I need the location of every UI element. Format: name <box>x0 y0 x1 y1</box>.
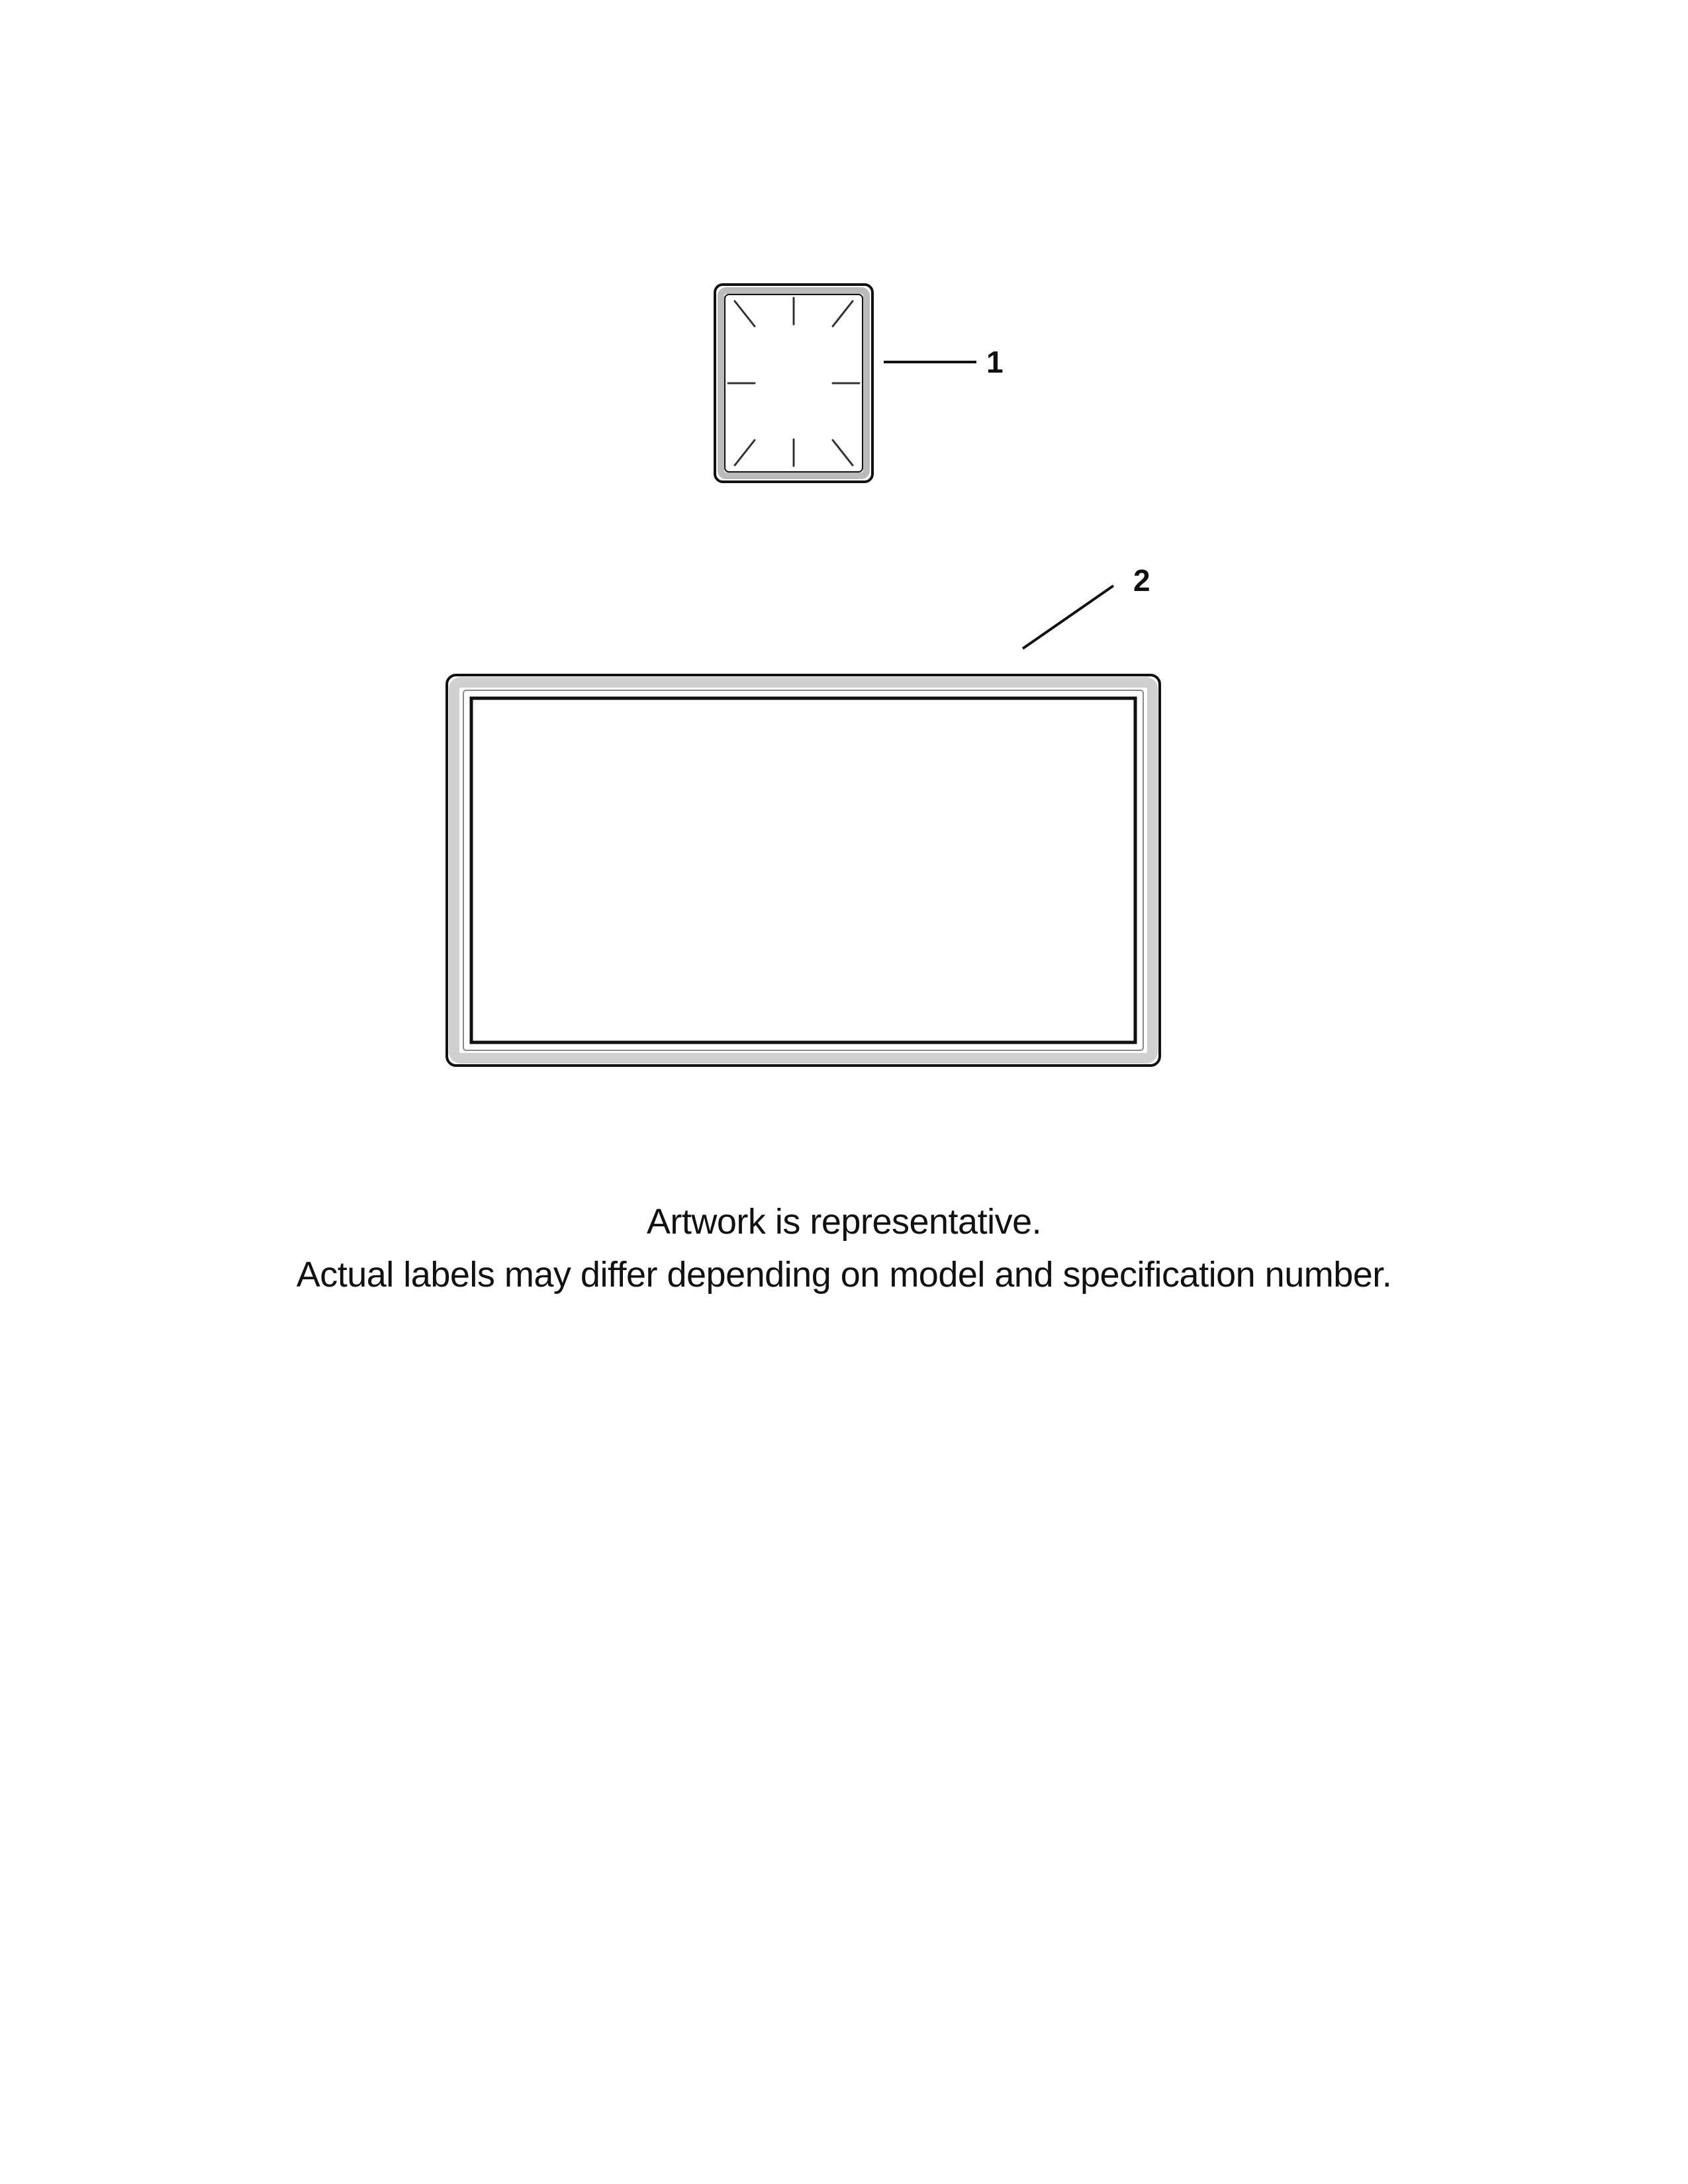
part-2-number: 2 <box>1133 563 1150 598</box>
label-small-icon <box>715 285 872 482</box>
part-1-number: 1 <box>986 345 1004 379</box>
part-2-leader-line <box>1023 586 1113 649</box>
label-large-icon <box>447 675 1160 1066</box>
caption-line-2: Actual labels may differ depending on model and specification number. <box>296 1255 1392 1295</box>
caption-line-1: Artwork is representative. <box>646 1202 1042 1242</box>
